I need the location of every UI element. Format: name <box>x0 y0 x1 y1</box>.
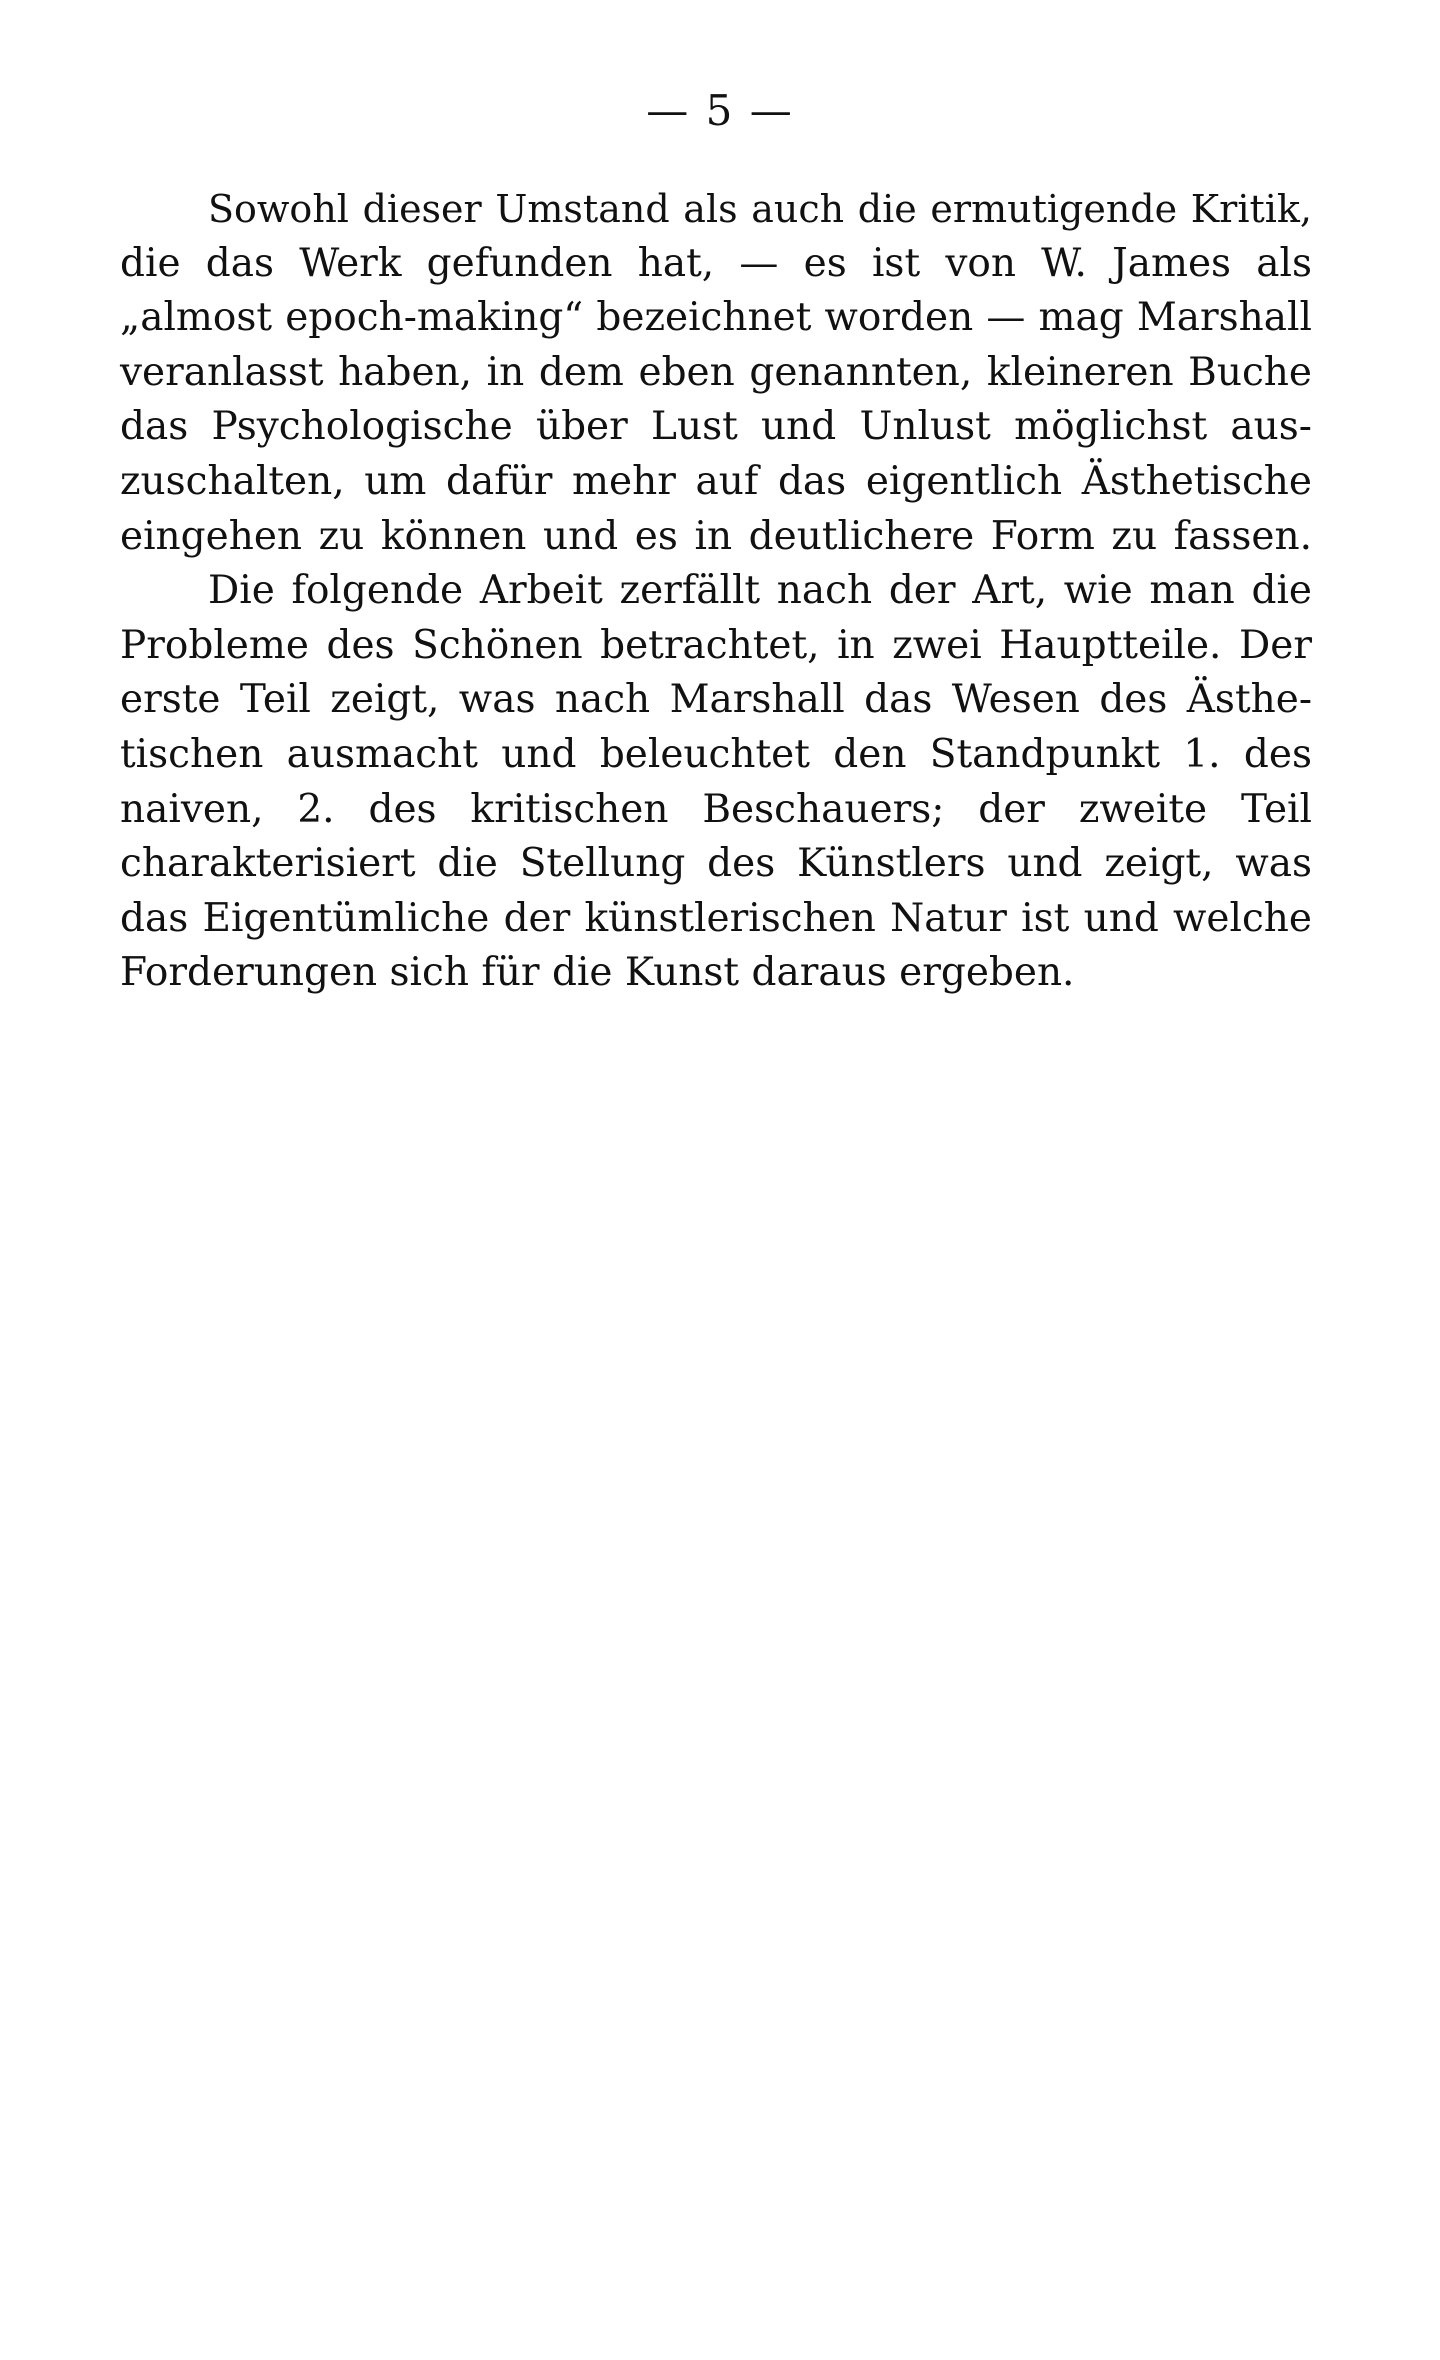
text-line: das Eigentümliche der künstlerischen Natur ist und welche <box>120 895 1312 941</box>
text-line: Forderungen sich für die Kunst daraus ergeben. <box>120 950 1075 996</box>
page-number: — 5 — <box>646 86 794 135</box>
text-line: naiven, 2. des kritischen Beschauers; der zweite Teil <box>120 786 1312 832</box>
paragraph-1 <box>120 182 1312 564</box>
text-line: das Psychologische über Lust und Unlust möglichst aus- <box>120 404 1312 450</box>
text-line: zuschalten, um dafür mehr auf das eigentlich Ästhetische <box>120 458 1312 504</box>
text-line: eingehen zu können und es in deutlichere Form zu fassen. <box>120 513 1312 559</box>
text-line: „almost epoch-making“ bezeichnet worden — mag Marshall <box>120 295 1312 341</box>
body-text <box>120 182 1312 1001</box>
text-line: Die folgende Arbeit zerfällt nach der Art, wie man die <box>208 568 1312 614</box>
text-line: die das Werk gefunden hat, — es ist von W. James als <box>120 240 1312 286</box>
text-line: erste Teil zeigt, was nach Marshall das Wesen des Ästhe- <box>120 677 1312 723</box>
text-line: veranlasst haben, in dem eben genannten, kleineren Buche <box>120 349 1312 395</box>
paragraph-2 <box>120 564 1312 1001</box>
text-line: charakterisiert die Stellung des Künstlers und zeigt, was <box>120 841 1312 887</box>
text-line: Probleme des Schönen betrachtet, in zwei Hauptteile. Der <box>120 622 1312 668</box>
text-line: tischen ausmacht und beleuchtet den Standpunkt 1. des <box>120 731 1312 777</box>
text-line: Sowohl dieser Umstand als auch die ermutigende Kritik, <box>208 187 1312 231</box>
